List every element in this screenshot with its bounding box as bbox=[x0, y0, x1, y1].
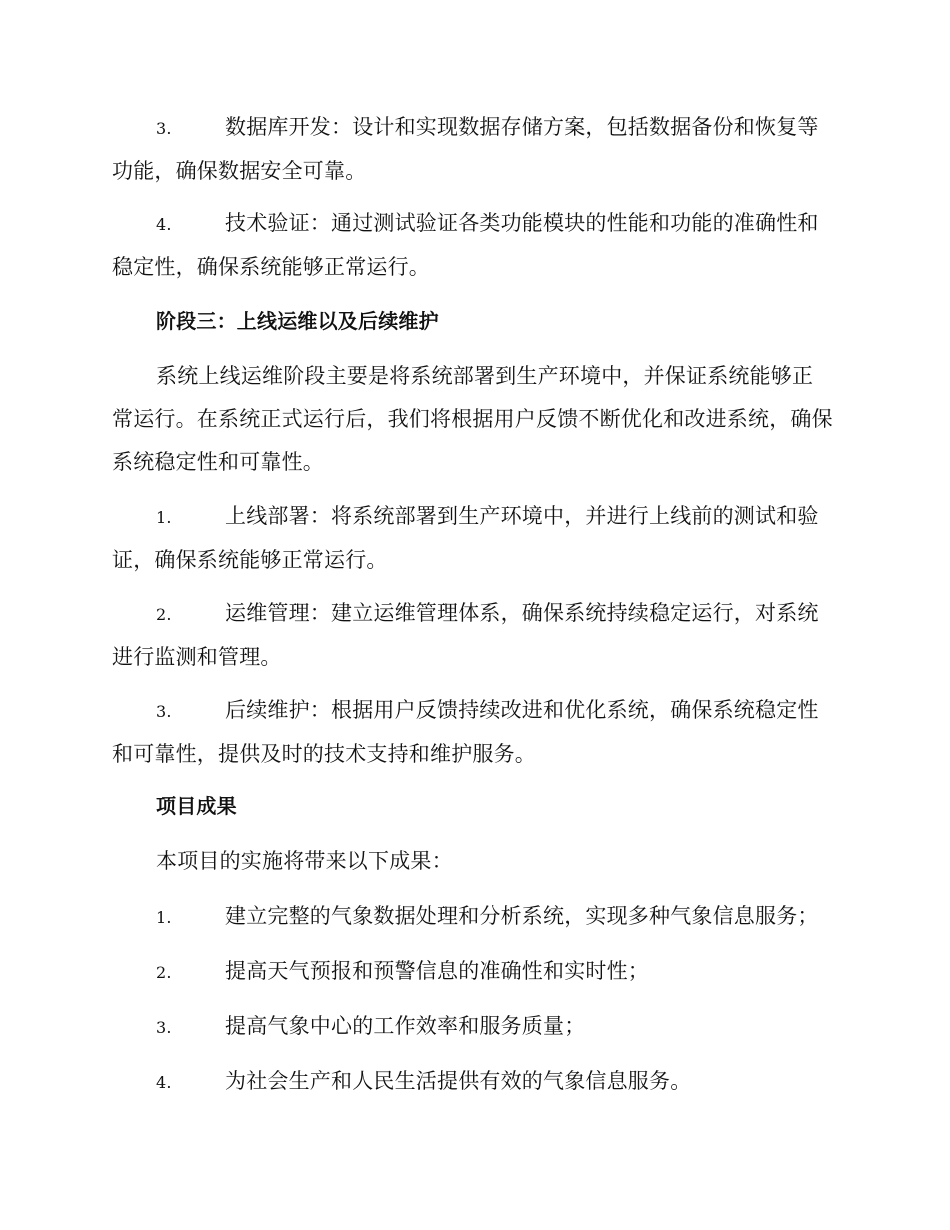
list-item-text: 建立完整的气象数据处理和分析系统，实现多种气象信息服务； bbox=[225, 904, 819, 928]
section-heading-results: 项目成果 bbox=[156, 794, 237, 818]
list-item-number: 2. bbox=[156, 605, 172, 624]
list-item-number: 3. bbox=[156, 702, 172, 721]
list-item-text: 为社会生产和人民生活提供有效的气象信息服务。 bbox=[225, 1069, 692, 1093]
list-item-text: 运维管理：建立运维管理体系，确保系统持续稳定运行，对系统进行监测和管理。 bbox=[112, 601, 819, 669]
list-item-operations-management bbox=[112, 592, 834, 679]
list-item-number: 1. bbox=[156, 908, 172, 927]
list-item-technical-validation bbox=[112, 202, 834, 289]
list-item-text: 数据库开发：设计和实现数据存储方案，包括数据备份和恢复等功能，确保数据安全可靠。 bbox=[112, 115, 819, 183]
list-item-number: 4. bbox=[156, 215, 172, 234]
paragraph-stage3-intro: 系统上线运维阶段主要是将系统部署到生产环境中，并保证系统能够正常运行。在系统正式运行后，我们将根据用户反馈不断优化和改进系统，确保系统稳定性和可靠性。 bbox=[112, 364, 833, 474]
list-item-text: 技术验证：通过测试验证各类功能模块的性能和功能的准确性和稳定性，确保系统能够正常运行。 bbox=[112, 211, 819, 279]
list-item-maintenance bbox=[112, 689, 834, 776]
list-item-text: 提高气象中心的工作效率和服务质量； bbox=[225, 1014, 586, 1038]
list-item-text: 后续维护：根据用户反馈持续改进和优化系统，确保系统稳定性和可靠性，提供及时的技术支持和维护服务。 bbox=[112, 698, 819, 766]
list-item-database-development bbox=[112, 106, 834, 193]
list-item-text: 提高天气预报和预警信息的准确性和实时性； bbox=[225, 959, 649, 983]
list-item-number: 2. bbox=[156, 963, 172, 982]
list-item-deployment bbox=[112, 495, 834, 582]
list-item-result-3 bbox=[112, 1005, 834, 1049]
list-item-result-2 bbox=[112, 950, 834, 994]
list-item-number: 3. bbox=[156, 1018, 172, 1037]
list-item-number: 3. bbox=[156, 119, 172, 138]
list-item-result-1 bbox=[112, 895, 834, 939]
paragraph-results-intro: 本项目的实施将带来以下成果： bbox=[156, 849, 453, 873]
section-heading-stage3: 阶段三：上线运维以及后续维护 bbox=[156, 309, 439, 333]
list-item-result-4 bbox=[112, 1060, 834, 1104]
list-item-number: 4. bbox=[156, 1073, 172, 1092]
list-item-number: 1. bbox=[156, 508, 172, 527]
list-item-text: 上线部署：将系统部署到生产环境中，并进行上线前的测试和验证，确保系统能够正常运行。 bbox=[112, 504, 819, 572]
